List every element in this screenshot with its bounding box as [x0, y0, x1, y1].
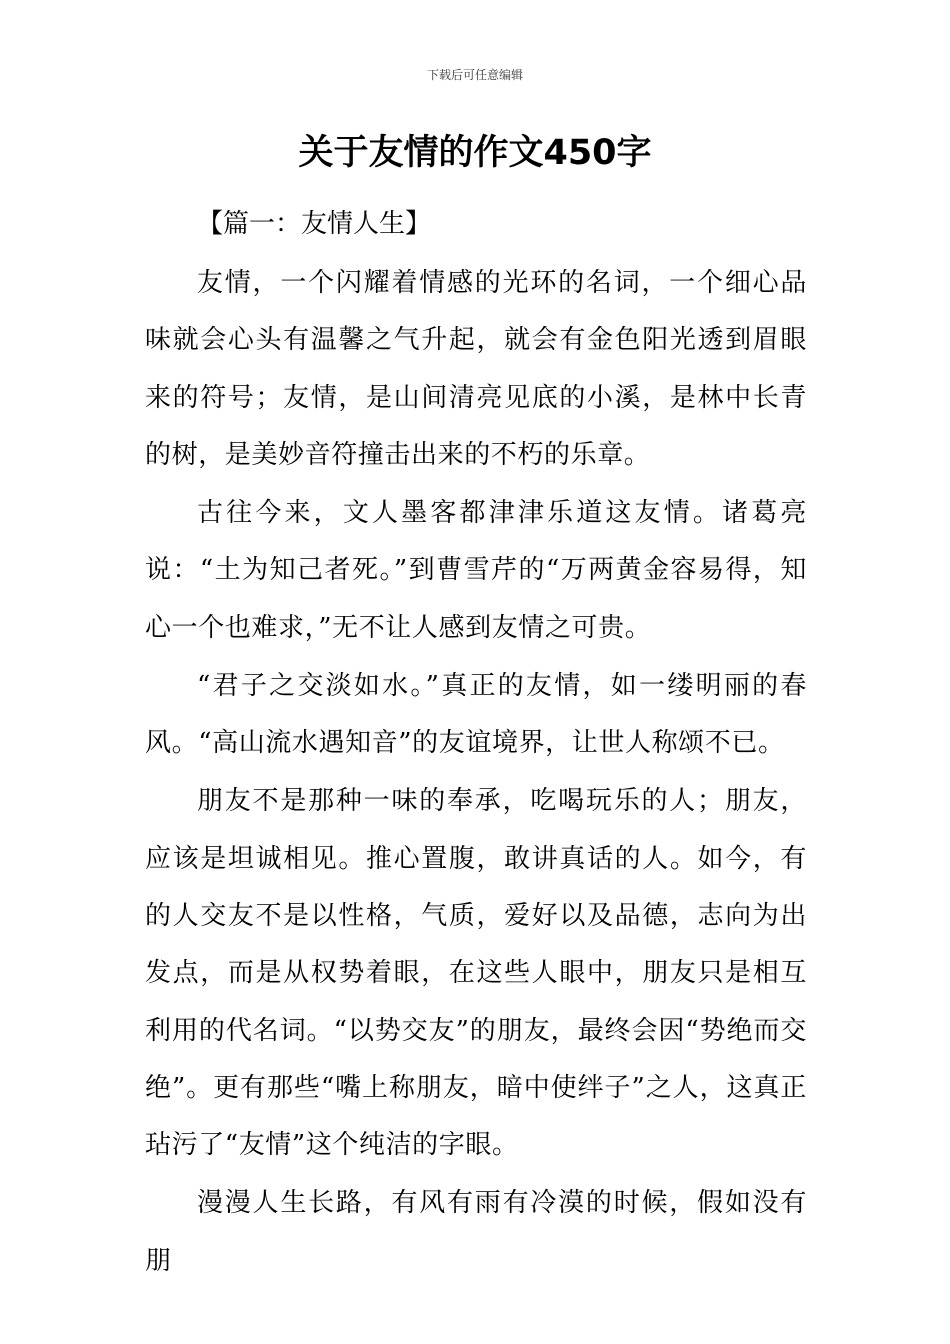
header-note: 下载后可任意编辑 [426, 68, 523, 82]
section-heading: 【篇一：友情人生】 [197, 209, 432, 239]
paragraph: 友情，一个闪耀着情感的光环的名词，一个细心品味就会心头有温馨之气升起，就会有金色阳光透到眉眼来的符号；友情，是山间清亮见底的小溪，是林中长青的树，是美妙音符撞击出来的不朽的乐章。 [145, 268, 807, 470]
document-title: 关于友情的作文450字 [298, 133, 652, 173]
paragraph: “君子之交淡如水。”真正的友情，如一缕明丽的春风。“高山流水遇知音”的友谊境界，让世人称颂不已。 [145, 670, 807, 759]
paragraph: 漫漫人生长路，有风有雨有冷漠的时候，假如没有朋 [145, 1188, 807, 1276]
paragraph: 古往今来，文人墨客都津津乐道这友情。诸葛亮说：“土为知己者死。”到曹雪芹的“万两黄金容易得，知心一个也难求，”无不让人感到友情之可贵。 [145, 498, 807, 643]
paragraph: 朋友不是那种一味的奉承，吃喝玩乐的人；朋友，应该是坦诚相见。推心置腹，敢讲真话的人。如今，有的人交友不是以性格，气质，爱好以及品德，志向为出发点，而是从权势着眼，在这些人眼中，朋友只是相互利用的代名词。“以势交友”的朋友，最终会因“势绝而交绝”。更有那些“嘴上称朋友，暗中使绊子”之人，这真正玷污了“友情”这个纯洁的字眼。 [145, 786, 807, 1161]
document-body [145, 255, 807, 1291]
